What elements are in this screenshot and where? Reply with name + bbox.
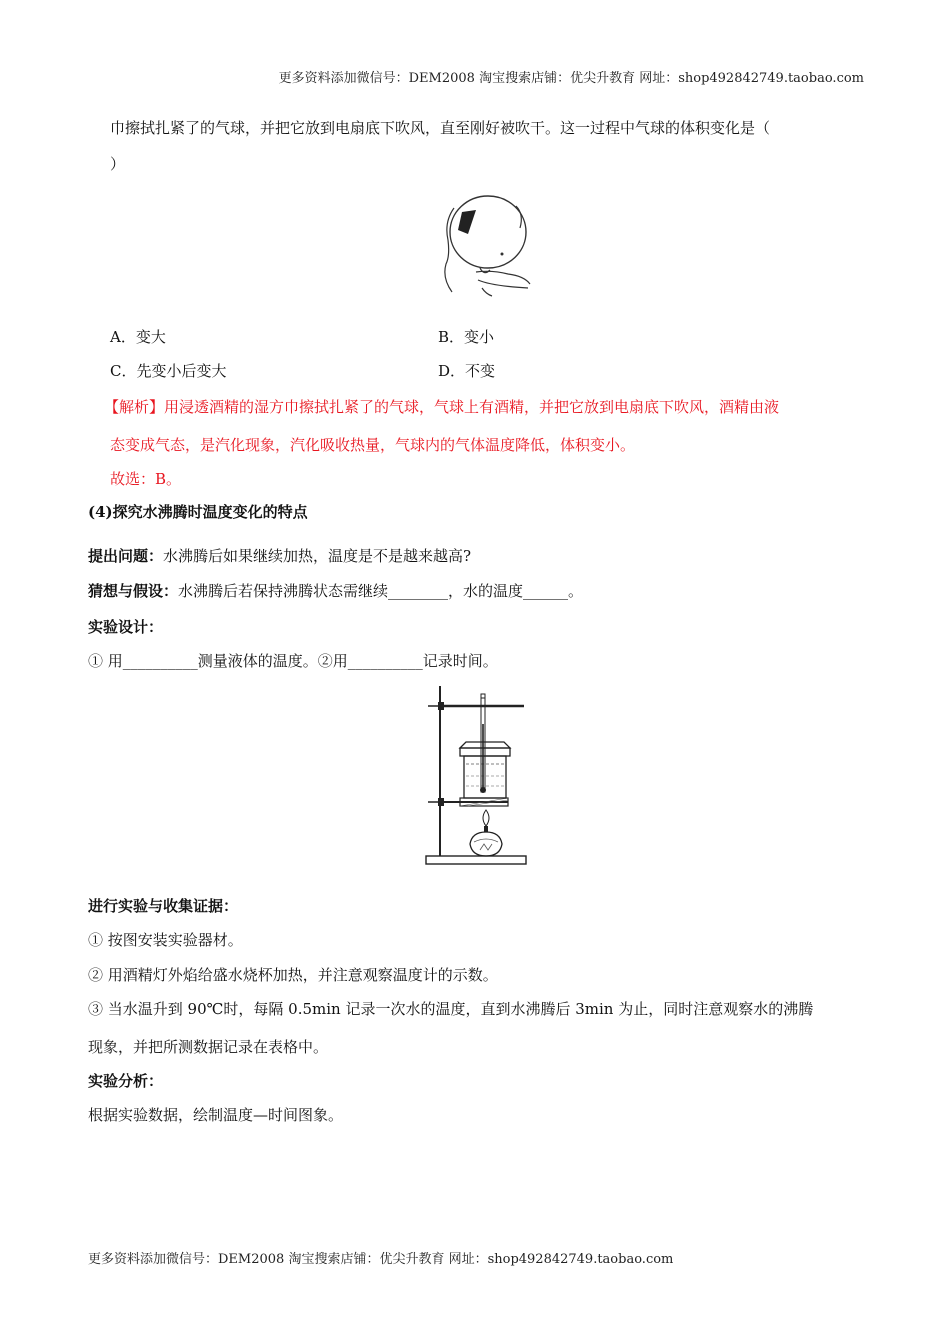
analysis-text-1: 用浸透酒精的湿方巾擦拭扎紧了的气球，气球上有酒精，并把它放到电扇底下吹风，酒精由液 <box>164 398 780 416</box>
step-2: ② 用酒精灯外焰给盛水烧杯加热，并注意观察温度计的示数。 <box>88 966 498 984</box>
option-b: B．变小 <box>438 328 495 346</box>
question-text-line1: 巾擦拭扎紧了的气球，并把它放到电扇底下吹风，直至刚好被吹干。这一过程中气球的体积变化是（ <box>110 119 771 137</box>
hypothesis-body: 水沸腾后若保持沸腾状态需继续________，水的温度______。 <box>178 582 584 600</box>
question-body: 水沸腾后如果继续加热，温度是不是越来越高? <box>163 547 472 565</box>
design-text: ① 用__________测量液体的温度。②用__________记录时间。 <box>88 652 498 670</box>
hypothesis-row <box>88 580 583 601</box>
option-a: A．变大 <box>110 328 166 346</box>
step-3-line1: ③ 当水温升到 90℃时，每隔 0.5min 记录一次水的温度，直到水沸腾后 3min 为止，同时注意观察水的沸腾 <box>88 1000 814 1018</box>
page-header: 更多资料添加微信号：DEM2008 淘宝搜索店铺：优尖升教育 网址：shop492842749.taobao.com <box>278 71 864 86</box>
option-d: D．不变 <box>438 362 496 380</box>
analysis-line2: 态变成气态，是汽化现象，汽化吸收热量，气球内的气体温度降低，体积变小。 <box>110 436 636 454</box>
design-label: 实验设计： <box>88 618 164 636</box>
analysis-section-text: 根据实验数据，绘制温度—时间图象。 <box>88 1106 344 1124</box>
question-label: 提出问题： <box>88 547 164 565</box>
procedure-label: 进行实验与收集证据： <box>88 897 239 915</box>
step-1: ① 按图安装实验器材。 <box>88 931 243 949</box>
hypothesis-label: 猜想与假设： <box>88 582 179 600</box>
analysis-section-label: 实验分析： <box>88 1072 164 1090</box>
section-title: (4)探究水沸腾时温度变化的特点 <box>88 503 308 521</box>
analysis-tag: 【解析】 <box>104 398 165 416</box>
balloon-hand-figure <box>432 192 536 300</box>
step-3-line2: 现象，并把所测数据记录在表格中。 <box>88 1038 329 1056</box>
boiling-apparatus-figure <box>420 684 532 866</box>
analysis-line1 <box>104 396 779 417</box>
analysis-answer: 故选：B。 <box>110 470 182 488</box>
page-footer: 更多资料添加微信号：DEM2008 淘宝搜索店铺：优尖升教育 网址：shop492842749.taobao.com <box>88 1252 674 1267</box>
option-c: C．先变小后变大 <box>110 362 227 380</box>
question-text-line2: ） <box>110 155 126 173</box>
question-row <box>88 545 471 566</box>
